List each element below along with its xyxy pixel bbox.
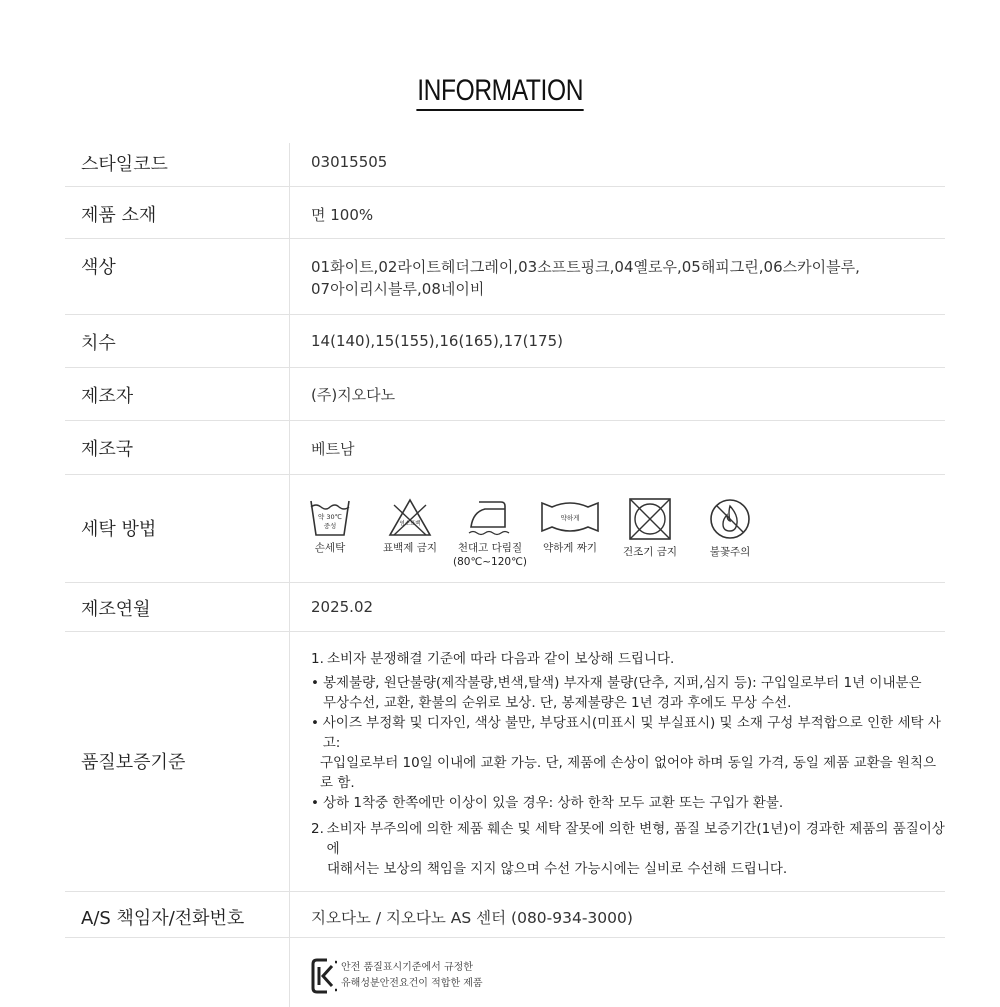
label-size bbox=[65, 314, 290, 367]
quality-bullet-2-cont: 구입일로부터 10일 이내에 교환 가능. 단, 제품에 손상이 없어야 하며 동일 가격, 동일 제품 교환을 원칙으로 함. bbox=[320, 754, 937, 791]
value-text: (주)지오다노 bbox=[311, 385, 396, 404]
value-kc bbox=[290, 937, 946, 1007]
point-number: 2. bbox=[311, 820, 324, 837]
care-caption: 약하게 짜기 bbox=[542, 541, 598, 554]
care-caption: 천대고 다림질 bbox=[457, 541, 523, 554]
value-style-code bbox=[290, 143, 946, 186]
bullet: • bbox=[311, 674, 319, 691]
value-text: 베트남 bbox=[311, 439, 355, 458]
point-text: 소비자 분쟁해결 기준에 따라 다음과 같이 보상해 드립니다. bbox=[327, 650, 675, 667]
label-country bbox=[65, 420, 290, 474]
value-text-line2: 07아이리시블루,08네이비 bbox=[311, 279, 485, 298]
quality-text bbox=[311, 632, 945, 891]
page-title: INFORMATION bbox=[416, 74, 583, 111]
value-washing bbox=[290, 474, 946, 582]
washing-icons bbox=[290, 497, 945, 569]
value-text: 14(140),15(155),16(165),17(175) bbox=[311, 331, 563, 350]
care-item-fire-caution bbox=[690, 497, 770, 559]
row-as bbox=[65, 891, 945, 937]
care-item-gentle-wring bbox=[530, 497, 610, 555]
hand-wash-detergent: 중성 bbox=[323, 521, 337, 530]
care-caption-temp: (80℃~120℃) bbox=[453, 555, 527, 568]
row-color bbox=[65, 238, 945, 314]
row-washing bbox=[65, 474, 945, 582]
point-text: 소비자 부주의에 의한 제품 훼손 및 세탁 잘못에 의한 변형, 품질 보증기간(1년)이 경과한 제품의 품질이상에 bbox=[326, 820, 945, 857]
row-size bbox=[65, 314, 945, 367]
kc-text bbox=[341, 960, 483, 992]
label-text: 제조연월 bbox=[81, 598, 151, 620]
value-text-line1: 01화이트,02라이트헤더그레이,03소프트핑크,04옐로우,05해피그린,06스카이블루, bbox=[311, 257, 860, 276]
value-quality bbox=[290, 631, 946, 891]
label-text: 치수 bbox=[81, 332, 116, 354]
value-country bbox=[290, 420, 946, 474]
value-material bbox=[290, 186, 946, 238]
label-text: A/S 책임자/전화번호 bbox=[81, 907, 245, 929]
value-text: 03015505 bbox=[311, 153, 388, 171]
label-quality bbox=[65, 631, 290, 891]
care-caption: 손세탁 bbox=[314, 541, 346, 554]
label-text: 품질보증기준 bbox=[81, 752, 186, 773]
fire-caution-icon bbox=[708, 497, 752, 541]
row-date bbox=[65, 582, 945, 631]
kc-mark bbox=[311, 958, 945, 994]
label-as bbox=[65, 891, 290, 937]
hand-wash-temp: 약 30℃ bbox=[318, 512, 342, 521]
row-kc bbox=[65, 937, 945, 1007]
no-bleach-text: 염소표백 bbox=[399, 520, 421, 527]
label-material bbox=[65, 186, 290, 238]
label-date bbox=[65, 582, 290, 631]
row-material bbox=[65, 186, 945, 238]
label-kc-empty bbox=[65, 937, 290, 1007]
quality-bullet-1 bbox=[311, 673, 945, 693]
care-caption: 표백제 금지 bbox=[382, 541, 438, 554]
value-text: 지오다노 / 지오다노 AS 센터 (080-934-3000) bbox=[311, 908, 633, 927]
quality-bullet-2 bbox=[311, 713, 945, 753]
quality-bullet-1-cont: 무상수선, 교환, 환불의 순위로 보상. 단, 봉제불량은 1년 경과 후에도 무상 수선. bbox=[323, 694, 792, 711]
bullet-text: 상하 1착중 한쪽에만 이상이 있을 경우: 상하 한착 모두 교환 또는 구입가 환불. bbox=[323, 794, 784, 811]
kc-text-line1: 안전 품질표시기준에서 규정한 bbox=[341, 961, 473, 973]
care-caption: 건조기 금지 bbox=[622, 545, 678, 558]
label-color bbox=[65, 238, 290, 314]
bullet-text: 사이즈 부정확 및 디자인, 색상 불만, 부당표시(미표시 및 부실표시) 및 소재 구성 부적합으로 인한 세탁 사고: bbox=[322, 714, 941, 751]
label-text: 제조국 bbox=[81, 438, 134, 460]
label-text: 제조자 bbox=[81, 385, 134, 407]
value-size bbox=[290, 314, 946, 367]
label-text: 스타일코드 bbox=[81, 154, 168, 175]
value-date bbox=[290, 582, 946, 631]
quality-point-1 bbox=[311, 649, 945, 669]
value-as bbox=[290, 891, 946, 937]
no-bleach-icon bbox=[387, 497, 433, 537]
care-caption: 불꽃주의 bbox=[709, 545, 751, 558]
label-text: 세탁 방법 bbox=[81, 519, 157, 540]
row-style-code bbox=[65, 143, 945, 186]
bullet: • bbox=[311, 714, 319, 731]
care-item-no-bleach bbox=[370, 497, 450, 555]
point-number: 1. bbox=[311, 650, 324, 667]
page-title-wrap bbox=[0, 74, 1000, 111]
kc-text-line2: 유해성분안전요건이 적합한 제품 bbox=[341, 977, 483, 989]
kc-certification-icon bbox=[311, 958, 337, 994]
product-info-table bbox=[65, 143, 945, 1007]
label-text: 색상 bbox=[81, 256, 116, 278]
label-style-code bbox=[65, 143, 290, 186]
row-country bbox=[65, 420, 945, 474]
label-text: 제품 소재 bbox=[81, 204, 157, 226]
value-manufacturer bbox=[290, 367, 946, 420]
gentle-wring-icon bbox=[540, 497, 600, 537]
no-tumble-dry-icon bbox=[628, 497, 672, 541]
quality-point-2 bbox=[311, 819, 945, 859]
care-item-hand-wash bbox=[290, 497, 370, 555]
value-text: 2025.02 bbox=[311, 597, 374, 616]
bullet-text: 봉제불량, 원단불량(제작불량,변색,탈색) 부자재 불량(단추, 지퍼,심지 등): 구입일로부터 1년 이내분은 bbox=[323, 674, 922, 691]
quality-point-2-cont: 대해서는 보상의 책임을 지지 않으며 수선 가능시에는 실비로 수선해 드립니다. bbox=[327, 860, 788, 877]
care-item-iron bbox=[450, 497, 530, 569]
care-item-no-tumble-dry bbox=[610, 497, 690, 559]
value-color bbox=[290, 238, 946, 314]
row-manufacturer bbox=[65, 367, 945, 420]
quality-bullet-3 bbox=[311, 793, 945, 813]
value-text: 면 100% bbox=[311, 205, 374, 224]
row-quality bbox=[65, 631, 945, 891]
bullet: • bbox=[311, 794, 319, 811]
hand-wash-icon bbox=[308, 497, 352, 537]
gentle-wring-text: 약하게 bbox=[560, 513, 580, 522]
label-washing bbox=[65, 474, 290, 582]
label-manufacturer bbox=[65, 367, 290, 420]
iron-icon bbox=[467, 497, 513, 537]
